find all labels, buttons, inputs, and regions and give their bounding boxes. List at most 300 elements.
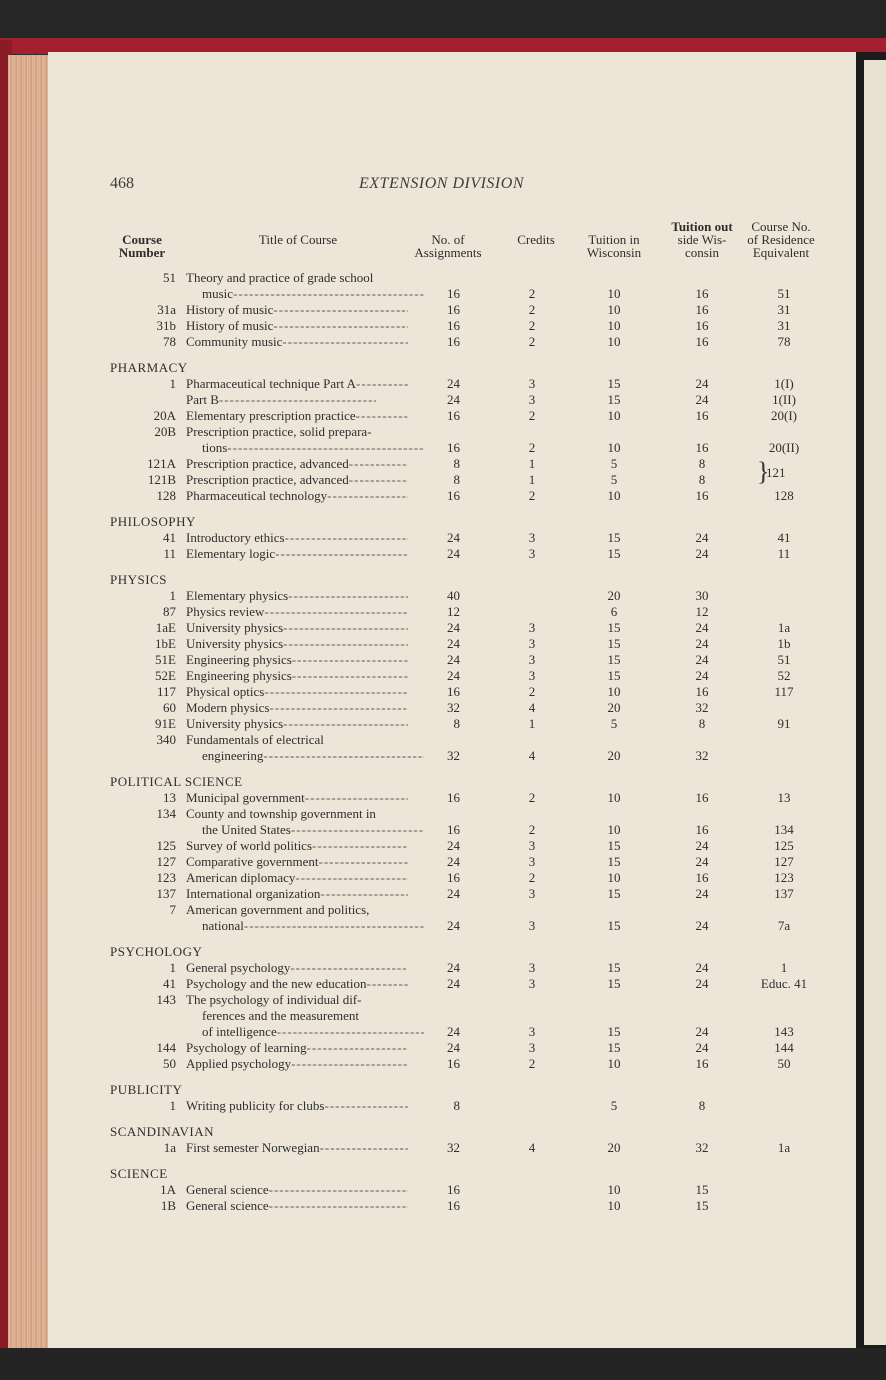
page-header bbox=[0, 175, 886, 197]
residence-equivalent: 1b bbox=[777, 636, 791, 651]
course-title-text: of intelligence bbox=[202, 1024, 277, 1039]
page-number: 468 bbox=[110, 175, 134, 192]
course-number: 7 bbox=[169, 902, 176, 917]
brace-equivalent: 121 bbox=[766, 465, 786, 480]
course-title-text: Comparative government bbox=[186, 854, 319, 869]
course-number: 31b bbox=[156, 318, 176, 333]
col-tuition-wi-line1: Tuition in bbox=[588, 232, 640, 247]
course-title bbox=[186, 960, 408, 976]
course-title bbox=[186, 1040, 408, 1056]
tuition-outside: 32 bbox=[695, 1140, 709, 1155]
course-table bbox=[0, 270, 886, 1350]
assignments: 24 bbox=[447, 620, 460, 635]
tuition-outside: 24 bbox=[695, 652, 709, 667]
table-row bbox=[0, 854, 886, 870]
assignments: 8 bbox=[453, 716, 460, 731]
course-title bbox=[186, 918, 424, 934]
tuition-outside: 16 bbox=[695, 334, 709, 349]
course-number: 41 bbox=[163, 976, 176, 991]
credits: 3 bbox=[528, 392, 536, 407]
tuition-wisconsin: 15 bbox=[607, 652, 621, 667]
course-number: 1aE bbox=[155, 620, 176, 635]
course-title-text: the United States bbox=[202, 822, 291, 837]
tuition-wisconsin: 10 bbox=[607, 822, 621, 837]
assignments: 8 bbox=[453, 1098, 460, 1113]
credits: 3 bbox=[528, 636, 536, 651]
course-title bbox=[186, 1140, 408, 1156]
table-row bbox=[0, 748, 886, 764]
course-title-text: Prescription practice, advanced bbox=[186, 472, 349, 487]
course-title bbox=[186, 408, 408, 424]
course-title-text: History of music bbox=[186, 302, 274, 317]
tuition-outside: 24 bbox=[695, 976, 709, 991]
section-heading bbox=[0, 944, 886, 960]
credits: 2 bbox=[528, 440, 536, 455]
course-number: 125 bbox=[156, 838, 176, 853]
residence-equivalent: 51 bbox=[777, 652, 791, 667]
course-title-text: Engineering physics bbox=[186, 652, 292, 667]
course-title bbox=[186, 1056, 408, 1072]
course-title bbox=[186, 668, 408, 684]
tuition-outside: 8 bbox=[698, 1098, 706, 1113]
course-number: 87 bbox=[163, 604, 176, 619]
course-number: 51E bbox=[155, 652, 176, 667]
course-title bbox=[186, 302, 408, 318]
residence-equivalent: 31 bbox=[777, 318, 791, 333]
credits: 2 bbox=[528, 334, 536, 349]
credits: 2 bbox=[528, 318, 536, 333]
course-title bbox=[186, 424, 408, 440]
course-number: 60 bbox=[163, 700, 176, 715]
assignments: 16 bbox=[447, 822, 460, 837]
tuition-wisconsin: 20 bbox=[607, 1140, 621, 1155]
col-equivalent bbox=[738, 220, 824, 259]
course-title-text: American diplomacy bbox=[186, 870, 296, 885]
table-row bbox=[0, 838, 886, 854]
course-number: 123 bbox=[156, 870, 176, 885]
course-number: 144 bbox=[156, 1040, 176, 1055]
course-title-text: History of music bbox=[186, 318, 274, 333]
course-title-text: International organization bbox=[186, 886, 321, 901]
residence-equivalent: 137 bbox=[774, 886, 794, 901]
course-title bbox=[186, 1198, 408, 1214]
residence-equivalent: 91 bbox=[777, 716, 791, 731]
tuition-wisconsin: 15 bbox=[607, 376, 621, 391]
table-row bbox=[0, 976, 886, 992]
section-heading bbox=[0, 514, 886, 530]
course-title-text: Engineering physics bbox=[186, 668, 292, 683]
credits: 3 bbox=[528, 668, 536, 683]
col-tuition-out-line2: side Wis- bbox=[677, 232, 727, 247]
residence-equivalent: 127 bbox=[774, 854, 794, 869]
course-number: 134 bbox=[156, 806, 176, 821]
course-title bbox=[186, 806, 408, 822]
credits: 3 bbox=[528, 976, 536, 991]
course-title-text: Municipal government bbox=[186, 790, 305, 805]
scan-bottom-edge bbox=[0, 1348, 886, 1380]
assignments: 24 bbox=[447, 854, 460, 869]
course-title-text: Introductory ethics bbox=[186, 530, 285, 545]
course-title bbox=[186, 684, 408, 700]
table-row bbox=[0, 302, 886, 318]
course-title bbox=[186, 604, 408, 620]
course-number: 51 bbox=[163, 270, 176, 285]
assignments: 24 bbox=[447, 636, 460, 651]
tuition-outside: 24 bbox=[695, 854, 709, 869]
residence-equivalent: 1(I) bbox=[774, 376, 794, 391]
course-title-text: First semester Norwegian bbox=[186, 1140, 320, 1155]
course-title bbox=[186, 456, 408, 472]
tuition-outside: 30 bbox=[695, 588, 709, 603]
course-number: 1 bbox=[169, 1098, 176, 1113]
col-assignments-line2: Assignments bbox=[414, 245, 482, 260]
course-title bbox=[186, 870, 408, 886]
tuition-outside: 24 bbox=[695, 1040, 709, 1055]
tuition-wisconsin: 10 bbox=[607, 302, 621, 317]
assignments: 24 bbox=[447, 1024, 460, 1039]
table-row bbox=[0, 1140, 886, 1156]
course-title bbox=[186, 588, 408, 604]
assignments: 40 bbox=[447, 588, 460, 603]
table-row bbox=[0, 1040, 886, 1056]
course-title-text: Psychology of learning bbox=[186, 1040, 307, 1055]
residence-equivalent: Educ. 41 bbox=[760, 976, 808, 991]
tuition-wisconsin: 15 bbox=[607, 854, 621, 869]
assignments: 16 bbox=[447, 684, 460, 699]
credits: 1 bbox=[528, 472, 536, 487]
table-row bbox=[0, 530, 886, 546]
tuition-outside: 24 bbox=[695, 392, 709, 407]
tuition-wisconsin: 15 bbox=[607, 530, 621, 545]
course-title-text: General science bbox=[186, 1198, 269, 1213]
assignments: 8 bbox=[453, 456, 460, 471]
course-title bbox=[186, 790, 408, 806]
course-title-text: ferences and the measurement bbox=[202, 1008, 360, 1023]
course-title-text: Writing publicity for clubs bbox=[186, 1098, 325, 1113]
credits: 2 bbox=[528, 870, 536, 885]
residence-equivalent: 52 bbox=[777, 668, 791, 683]
residence-equivalent: 143 bbox=[774, 1024, 794, 1039]
course-title bbox=[186, 732, 408, 748]
tuition-wisconsin: 15 bbox=[607, 392, 621, 407]
section-heading bbox=[0, 360, 886, 376]
tuition-outside: 16 bbox=[695, 870, 709, 885]
tuition-outside: 24 bbox=[695, 636, 709, 651]
tuition-wisconsin: 5 bbox=[610, 472, 618, 487]
tuition-wisconsin: 15 bbox=[607, 620, 621, 635]
section-name: SCANDINAVIAN bbox=[110, 1124, 214, 1139]
residence-equivalent: 20(I) bbox=[771, 408, 797, 423]
table-row bbox=[0, 488, 886, 504]
section-heading bbox=[0, 774, 886, 790]
tuition-wisconsin: 10 bbox=[607, 334, 621, 349]
assignments: 16 bbox=[447, 334, 460, 349]
course-title-text: Psychology and the new education bbox=[186, 976, 367, 991]
table-row bbox=[0, 716, 886, 732]
tuition-outside: 24 bbox=[695, 546, 709, 561]
course-title-text: Part B bbox=[186, 392, 219, 407]
residence-equivalent: 134 bbox=[774, 822, 794, 837]
tuition-outside: 24 bbox=[695, 376, 709, 391]
course-title-text: Modern physics bbox=[186, 700, 270, 715]
course-title bbox=[186, 886, 408, 902]
tuition-outside: 16 bbox=[695, 408, 709, 423]
course-number: 1a bbox=[163, 1140, 176, 1155]
course-title bbox=[186, 488, 408, 504]
assignments: 16 bbox=[447, 790, 460, 805]
credits: 2 bbox=[528, 408, 536, 423]
assignments: 16 bbox=[447, 1056, 460, 1071]
course-title bbox=[186, 854, 408, 870]
residence-equivalent: 11 bbox=[777, 546, 791, 561]
course-title-text: Physics review bbox=[186, 604, 265, 619]
course-title-text: Prescription practice, solid prepara- bbox=[186, 424, 372, 439]
credits: 3 bbox=[528, 838, 536, 853]
credits: 3 bbox=[528, 546, 536, 561]
tuition-wisconsin: 10 bbox=[607, 318, 621, 333]
tuition-outside: 16 bbox=[695, 488, 709, 503]
course-number: 121A bbox=[147, 456, 176, 471]
tuition-outside: 16 bbox=[695, 302, 709, 317]
tuition-wisconsin: 15 bbox=[607, 636, 621, 651]
credits: 2 bbox=[528, 286, 536, 301]
course-number: 1 bbox=[169, 376, 176, 391]
table-row bbox=[0, 700, 886, 716]
tuition-outside: 15 bbox=[695, 1182, 709, 1197]
course-title-text: Elementary logic bbox=[186, 546, 276, 561]
table-row bbox=[0, 392, 886, 408]
tuition-wisconsin: 15 bbox=[607, 838, 621, 853]
tuition-outside: 32 bbox=[695, 748, 709, 763]
section-name: PSYCHOLOGY bbox=[110, 944, 203, 959]
table-row bbox=[0, 870, 886, 886]
course-number: 11 bbox=[163, 546, 176, 561]
course-title bbox=[186, 286, 424, 302]
course-number: 1 bbox=[169, 588, 176, 603]
course-title-text: Pharmaceutical technology bbox=[186, 488, 328, 503]
credits: 1 bbox=[528, 716, 536, 731]
course-title bbox=[186, 838, 408, 854]
table-row bbox=[0, 408, 886, 424]
course-number: 13 bbox=[163, 790, 176, 805]
course-title-text: The psychology of individual dif- bbox=[186, 992, 362, 1007]
tuition-outside: 24 bbox=[695, 620, 709, 635]
assignments: 16 bbox=[447, 302, 460, 317]
credits: 3 bbox=[528, 960, 536, 975]
course-title-text: American government and politics, bbox=[186, 902, 370, 917]
course-title bbox=[186, 472, 408, 488]
course-title-text: General psychology bbox=[186, 960, 291, 975]
tuition-outside: 15 bbox=[695, 1198, 709, 1213]
tuition-outside: 16 bbox=[695, 1056, 709, 1071]
course-title bbox=[186, 700, 408, 716]
tuition-outside: 16 bbox=[695, 286, 709, 301]
tuition-outside: 16 bbox=[695, 318, 709, 333]
course-title bbox=[186, 318, 408, 334]
tuition-wisconsin: 20 bbox=[607, 700, 621, 715]
course-number: 1A bbox=[160, 1182, 176, 1197]
course-number: 1B bbox=[160, 1198, 176, 1213]
course-title bbox=[186, 652, 408, 668]
table-row bbox=[0, 790, 886, 806]
residence-equivalent: 144 bbox=[774, 1040, 794, 1055]
tuition-wisconsin: 20 bbox=[607, 588, 621, 603]
table-row bbox=[0, 1198, 886, 1214]
residence-equivalent: 13 bbox=[777, 790, 791, 805]
tuition-outside: 24 bbox=[695, 530, 709, 545]
course-number: 1 bbox=[169, 960, 176, 975]
course-title-text: County and township government in bbox=[186, 806, 376, 821]
residence-equivalent: 31 bbox=[777, 302, 791, 317]
table-row bbox=[0, 1056, 886, 1072]
col-tuition-wi bbox=[574, 233, 654, 259]
assignments: 24 bbox=[447, 838, 460, 853]
table-row bbox=[0, 684, 886, 700]
course-title-text: national bbox=[202, 918, 244, 933]
course-number: 128 bbox=[156, 488, 176, 503]
tuition-wisconsin: 10 bbox=[607, 488, 621, 503]
col-credits: Credits bbox=[517, 232, 555, 247]
tuition-outside: 32 bbox=[695, 700, 709, 715]
credits: 2 bbox=[528, 302, 536, 317]
assignments: 16 bbox=[447, 1182, 460, 1197]
table-row bbox=[0, 668, 886, 684]
residence-equivalent: 117 bbox=[774, 684, 794, 699]
assignments: 16 bbox=[447, 1198, 460, 1213]
assignments: 16 bbox=[447, 286, 460, 301]
section-name: PHARMACY bbox=[110, 360, 188, 375]
column-headers bbox=[0, 220, 886, 260]
course-number: 31a bbox=[157, 302, 176, 317]
tuition-wisconsin: 15 bbox=[607, 1024, 621, 1039]
assignments: 32 bbox=[447, 700, 460, 715]
course-number: 117 bbox=[156, 684, 176, 699]
col-tuition-wi-line2: Wisconsin bbox=[586, 245, 642, 260]
credits: 3 bbox=[528, 620, 536, 635]
tuition-wisconsin: 10 bbox=[607, 286, 621, 301]
col-equivalent-line2: of Residence bbox=[747, 232, 815, 247]
col-title: Title of Course bbox=[258, 232, 338, 247]
table-row bbox=[0, 806, 886, 822]
credits: 3 bbox=[528, 918, 536, 933]
assignments: 24 bbox=[447, 546, 460, 561]
course-title bbox=[186, 716, 408, 732]
assignments: 32 bbox=[447, 748, 460, 763]
tuition-outside: 8 bbox=[698, 716, 706, 731]
tuition-outside: 16 bbox=[695, 440, 709, 455]
course-title-text: Pharmaceutical technique Part A bbox=[186, 376, 357, 391]
tuition-wisconsin: 10 bbox=[607, 1056, 621, 1071]
course-title bbox=[186, 440, 424, 456]
residence-equivalent: 1a bbox=[777, 1140, 791, 1155]
col-course-number bbox=[112, 233, 172, 259]
course-title bbox=[186, 822, 424, 838]
table-row bbox=[0, 636, 886, 652]
course-title-text: Elementary physics bbox=[186, 588, 289, 603]
course-title bbox=[186, 620, 408, 636]
tuition-wisconsin: 15 bbox=[607, 918, 621, 933]
col-assignments-line1: No. of bbox=[431, 232, 465, 247]
assignments: 16 bbox=[447, 870, 460, 885]
col-assignments bbox=[400, 233, 496, 259]
tuition-outside: 16 bbox=[695, 790, 709, 805]
course-title-text: Applied psychology bbox=[186, 1056, 292, 1071]
course-number: 50 bbox=[163, 1056, 176, 1071]
table-row bbox=[0, 318, 886, 334]
table-row bbox=[0, 1182, 886, 1198]
tuition-outside: 24 bbox=[695, 1024, 709, 1039]
section-name: POLITICAL SCIENCE bbox=[110, 774, 243, 789]
tuition-wisconsin: 10 bbox=[607, 408, 621, 423]
table-row bbox=[0, 886, 886, 902]
table-row bbox=[0, 960, 886, 976]
credits: 3 bbox=[528, 886, 536, 901]
tuition-outside: 24 bbox=[695, 668, 709, 683]
tuition-wisconsin: 10 bbox=[607, 440, 621, 455]
section-heading bbox=[0, 1082, 886, 1098]
tuition-outside: 16 bbox=[695, 822, 709, 837]
table-row bbox=[0, 822, 886, 838]
table-row bbox=[0, 424, 886, 440]
running-head: EXTENSION DIVISION bbox=[359, 175, 524, 192]
assignments: 24 bbox=[447, 652, 460, 667]
assignments: 32 bbox=[447, 1140, 460, 1155]
section-name: PHYSICS bbox=[110, 572, 167, 587]
section-heading bbox=[0, 1166, 886, 1182]
credits: 2 bbox=[528, 684, 536, 699]
course-title-text: Community music bbox=[186, 334, 283, 349]
assignments: 24 bbox=[447, 960, 460, 975]
tuition-wisconsin: 10 bbox=[607, 1182, 621, 1197]
course-title bbox=[186, 992, 408, 1008]
section-heading bbox=[0, 572, 886, 588]
tuition-wisconsin: 6 bbox=[610, 604, 618, 619]
course-title-text: Fundamentals of electrical bbox=[186, 732, 324, 747]
tuition-wisconsin: 10 bbox=[607, 684, 621, 699]
course-title bbox=[186, 1182, 408, 1198]
assignments: 24 bbox=[447, 886, 460, 901]
tuition-wisconsin: 15 bbox=[607, 960, 621, 975]
course-title-text: University physics bbox=[186, 620, 284, 635]
section-name: PUBLICITY bbox=[110, 1082, 183, 1097]
table-row bbox=[0, 440, 886, 456]
table-row bbox=[0, 270, 886, 286]
tuition-wisconsin: 10 bbox=[607, 870, 621, 885]
credits: 3 bbox=[528, 652, 536, 667]
table-row bbox=[0, 902, 886, 918]
table-row bbox=[0, 604, 886, 620]
course-title-text: music bbox=[202, 286, 234, 301]
course-title bbox=[186, 270, 408, 286]
col-tuition-out-line3: consin bbox=[685, 245, 719, 260]
residence-equivalent: 50 bbox=[777, 1056, 791, 1071]
tuition-outside: 8 bbox=[698, 456, 706, 471]
assignments: 24 bbox=[447, 530, 460, 545]
table-row bbox=[0, 334, 886, 350]
credits: 4 bbox=[528, 748, 536, 763]
residence-equivalent: 20(II) bbox=[768, 440, 800, 455]
course-title-text: University physics bbox=[186, 636, 284, 651]
brace-symbol: } bbox=[757, 457, 770, 486]
table-row bbox=[0, 992, 886, 1008]
course-title bbox=[186, 392, 376, 408]
tuition-wisconsin: 15 bbox=[607, 976, 621, 991]
table-row bbox=[0, 286, 886, 302]
tuition-wisconsin: 15 bbox=[607, 546, 621, 561]
credits: 3 bbox=[528, 376, 536, 391]
course-number: 143 bbox=[156, 992, 176, 1007]
credits: 2 bbox=[528, 790, 536, 805]
